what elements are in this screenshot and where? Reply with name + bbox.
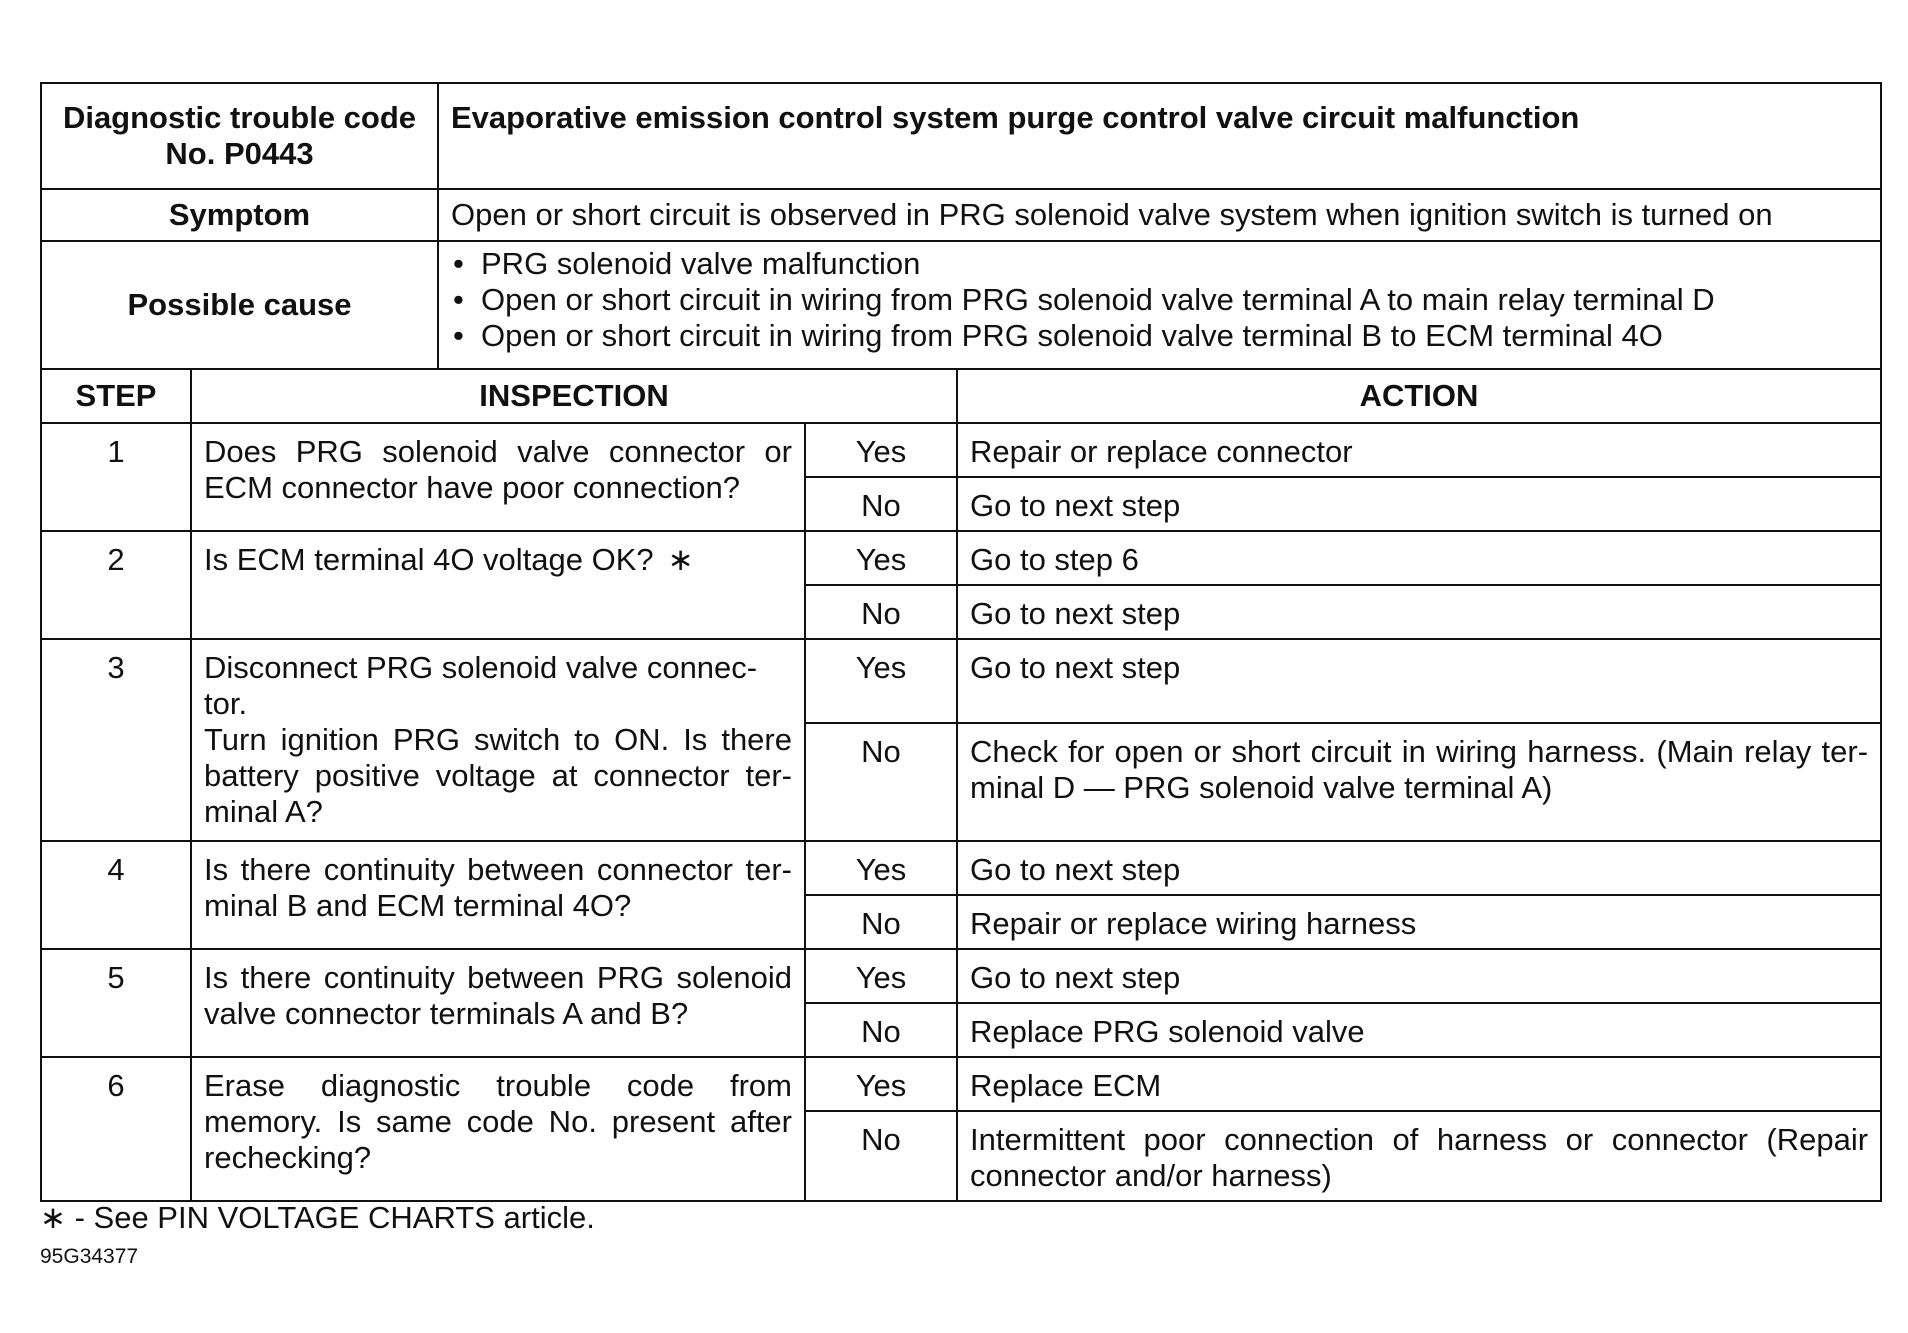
yes-action: Go to next step <box>957 639 1881 723</box>
inspection-column-header: INSPECTION <box>191 369 957 423</box>
yes-label: Yes <box>805 1057 957 1111</box>
no-action: Check for open or short circuit in wiring harness. (Main relay ter-minal D — PRG solenoid valve terminal A) <box>957 723 1881 841</box>
no-label: No <box>805 1003 957 1057</box>
step-row <box>41 639 1881 723</box>
no-label: No <box>805 585 957 639</box>
no-label: No <box>805 895 957 949</box>
inspection-text: Is ECM terminal 4O voltage OK? <box>204 542 654 577</box>
symptom-text: Open or short circuit is observed in PRG solenoid valve system when ignition switch is turned on <box>438 189 1881 241</box>
cause-row <box>41 241 1881 369</box>
yes-label: Yes <box>805 841 957 895</box>
dtc-label: Diagnostic trouble code No. P0443 <box>41 83 438 189</box>
yes-action: Go to next step <box>957 949 1881 1003</box>
cause-list <box>451 246 1868 354</box>
yes-action: Go to next step <box>957 841 1881 895</box>
step-number: 6 <box>41 1057 191 1201</box>
step-number: 5 <box>41 949 191 1057</box>
diagnostic-table-container <box>40 82 1880 1202</box>
yes-label: Yes <box>805 531 957 585</box>
step-row <box>41 531 1881 585</box>
symptom-label: Symptom <box>41 189 438 241</box>
no-action: Intermittent poor connection of harness or connector (Repair connector and/or harness) <box>957 1111 1881 1201</box>
step-row <box>41 1057 1881 1111</box>
step-number: 3 <box>41 639 191 841</box>
step-row <box>41 841 1881 895</box>
cause-list-cell <box>438 241 1881 369</box>
no-label: No <box>805 723 957 841</box>
dtc-title: Evaporative emission control system purge control valve circuit malfunction <box>438 83 1881 189</box>
step-number: 2 <box>41 531 191 639</box>
footnote: ∗ - See PIN VOLTAGE CHARTS article. <box>40 1200 595 1235</box>
step-number: 4 <box>41 841 191 949</box>
no-action: Repair or replace wiring harness <box>957 895 1881 949</box>
cause-item: • Open or short circuit in wiring from PRG solenoid valve terminal B to ECM terminal 4O <box>451 318 1868 354</box>
symptom-row <box>41 189 1881 241</box>
inspection-text: Does PRG solenoid valve connector or ECM connector have poor connection? <box>191 423 805 531</box>
yes-action: Replace ECM <box>957 1057 1881 1111</box>
yes-label: Yes <box>805 949 957 1003</box>
step-row <box>41 949 1881 1003</box>
no-action: Go to next step <box>957 585 1881 639</box>
inspection-cell <box>191 639 805 841</box>
cause-label: Possible cause <box>41 241 438 369</box>
yes-label: Yes <box>805 423 957 477</box>
yes-action: Repair or replace connector <box>957 423 1881 477</box>
column-header-row <box>41 369 1881 423</box>
inspection-text: Disconnect PRG solenoid valve connec-tor. <box>204 650 758 721</box>
cause-item: • PRG solenoid valve malfunction <box>451 246 1868 282</box>
step-column-header: STEP <box>41 369 191 423</box>
inspection-cell <box>191 531 805 639</box>
step-number: 1 <box>41 423 191 531</box>
inspection-text: Erase diagnostic trouble code from memory. Is same code No. present after rechecking? <box>191 1057 805 1201</box>
yes-action: Go to step 6 <box>957 531 1881 585</box>
action-column-header: ACTION <box>957 369 1881 423</box>
figure-id: 95G34377 <box>40 1245 139 1268</box>
dtc-row <box>41 83 1881 189</box>
no-action: Replace PRG solenoid valve <box>957 1003 1881 1057</box>
cause-item: • Open or short circuit in wiring from PRG solenoid valve terminal A to main relay terminal D <box>451 282 1868 318</box>
no-label: No <box>805 477 957 531</box>
footnote-marker: ∗ <box>667 542 694 577</box>
inspection-text: Is there continuity between connector ter-minal B and ECM terminal 4O? <box>191 841 805 949</box>
no-action: Go to next step <box>957 477 1881 531</box>
inspection-text: Turn ignition PRG switch to ON. Is there battery positive voltage at connector ter-minal A? <box>204 722 792 829</box>
step-row <box>41 423 1881 477</box>
yes-label: Yes <box>805 639 957 723</box>
inspection-text: Is there continuity between PRG solenoid valve connector terminals A and B? <box>191 949 805 1057</box>
no-label: No <box>805 1111 957 1201</box>
diagnostic-table <box>40 82 1882 1202</box>
